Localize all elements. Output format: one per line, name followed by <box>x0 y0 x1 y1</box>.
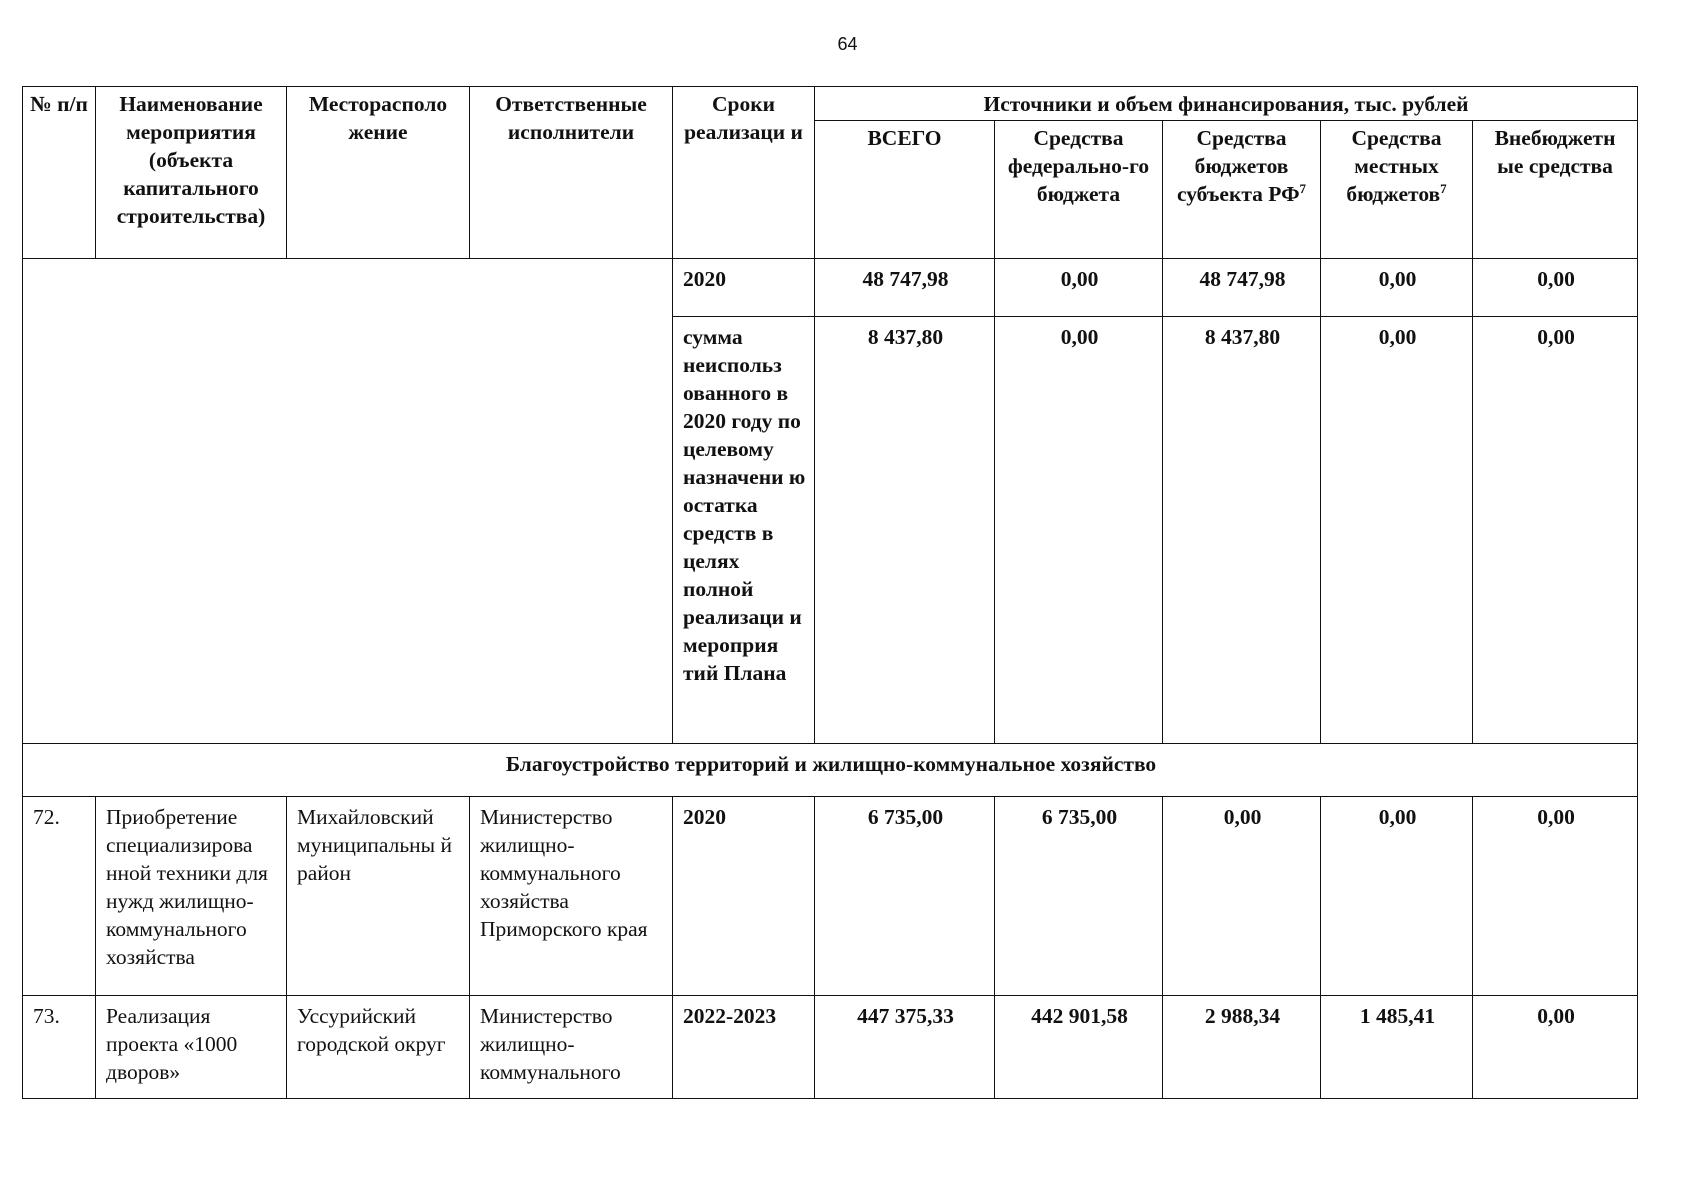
page-number: 64 <box>837 34 858 54</box>
cell-total: 48 747,98 <box>815 259 995 317</box>
header-local: Средства местных бюджетов$^7$ <box>1321 121 1473 259</box>
cell-extra: 0,00 <box>1473 259 1638 317</box>
header-subject: Средства бюджетов субъекта $РФ^7$ <box>1163 121 1321 259</box>
cell-federal: 442 901,58 <box>995 996 1163 1099</box>
cell-extra: 0,00 <box>1473 797 1638 996</box>
header-period: Сроки реализаци и <box>673 87 815 259</box>
header-extra: Внебюджетн ые средства <box>1473 121 1638 259</box>
empty-merged-cell <box>23 259 673 744</box>
cell-num: 72. <box>23 797 96 996</box>
cell-name: Приобретение специализирова нной техники для нужд жилищно-коммунального хозяйства <box>96 797 287 996</box>
cell-subject: 2 988,34 <box>1163 996 1321 1099</box>
section-title: Благоустройство территорий и жилищно-коммунальное хозяйство <box>23 744 1638 797</box>
cell-local: 0,00 <box>1321 797 1473 996</box>
cell-period: сумма неиспольз ованного в 2020 году по целевому назначени ю остатка средств в целях полной реализаци и мероприя тий Плана <box>673 317 815 744</box>
section-row <box>23 744 1638 797</box>
cell-name: Реализация проекта «1000 дворов» <box>96 996 287 1099</box>
cell-federal: 0,00 <box>995 317 1163 744</box>
cell-executors: Министерство жилищно-коммунального <box>470 996 673 1099</box>
header-executors: Ответственные исполнители <box>470 87 673 259</box>
header-total: ВСЕГО <box>815 121 995 259</box>
header-location: Месторасполо жение <box>287 87 470 259</box>
cell-subject: 48 747,98 <box>1163 259 1321 317</box>
cell-extra: 0,00 <box>1473 317 1638 744</box>
cell-num: 73. <box>23 996 96 1099</box>
table-row <box>23 996 1638 1099</box>
table-row <box>23 259 1638 317</box>
cell-location: Уссурийский городской округ <box>287 996 470 1099</box>
header-name: Наименование мероприятия (объекта капитального строительства) <box>96 87 287 259</box>
cell-federal: 6 735,00 <box>995 797 1163 996</box>
cell-extra: 0,00 <box>1473 996 1638 1099</box>
header-federal: Средства федерально-го бюджета <box>995 121 1163 259</box>
cell-subject: 8 437,80 <box>1163 317 1321 744</box>
cell-subject: 0,00 <box>1163 797 1321 996</box>
footnote-mark: 7 <box>1299 180 1307 196</box>
cell-federal: 0,00 <box>995 259 1163 317</box>
cell-local: 0,00 <box>1321 259 1473 317</box>
table-row <box>23 797 1638 996</box>
cell-period: 2020 <box>673 797 815 996</box>
cell-total: 6 735,00 <box>815 797 995 996</box>
header-num: № п/п <box>23 87 96 259</box>
financing-table <box>22 86 1638 1099</box>
footnote-mark: 7 <box>1440 180 1447 196</box>
cell-period: 2020 <box>673 259 815 317</box>
header-financing: Источники и объем финансирования, тыс. рублей <box>815 87 1638 121</box>
cell-local: 1 485,41 <box>1321 996 1473 1099</box>
header-row-1 <box>23 87 1638 121</box>
cell-local: 0,00 <box>1321 317 1473 744</box>
cell-location: Михайловский муниципальны й район <box>287 797 470 996</box>
cell-total: 447 375,33 <box>815 996 995 1099</box>
cell-period: 2022-2023 <box>673 996 815 1099</box>
cell-total: 8 437,80 <box>815 317 995 744</box>
cell-executors: Министерство жилищно-коммунального хозяйства Приморского края <box>470 797 673 996</box>
